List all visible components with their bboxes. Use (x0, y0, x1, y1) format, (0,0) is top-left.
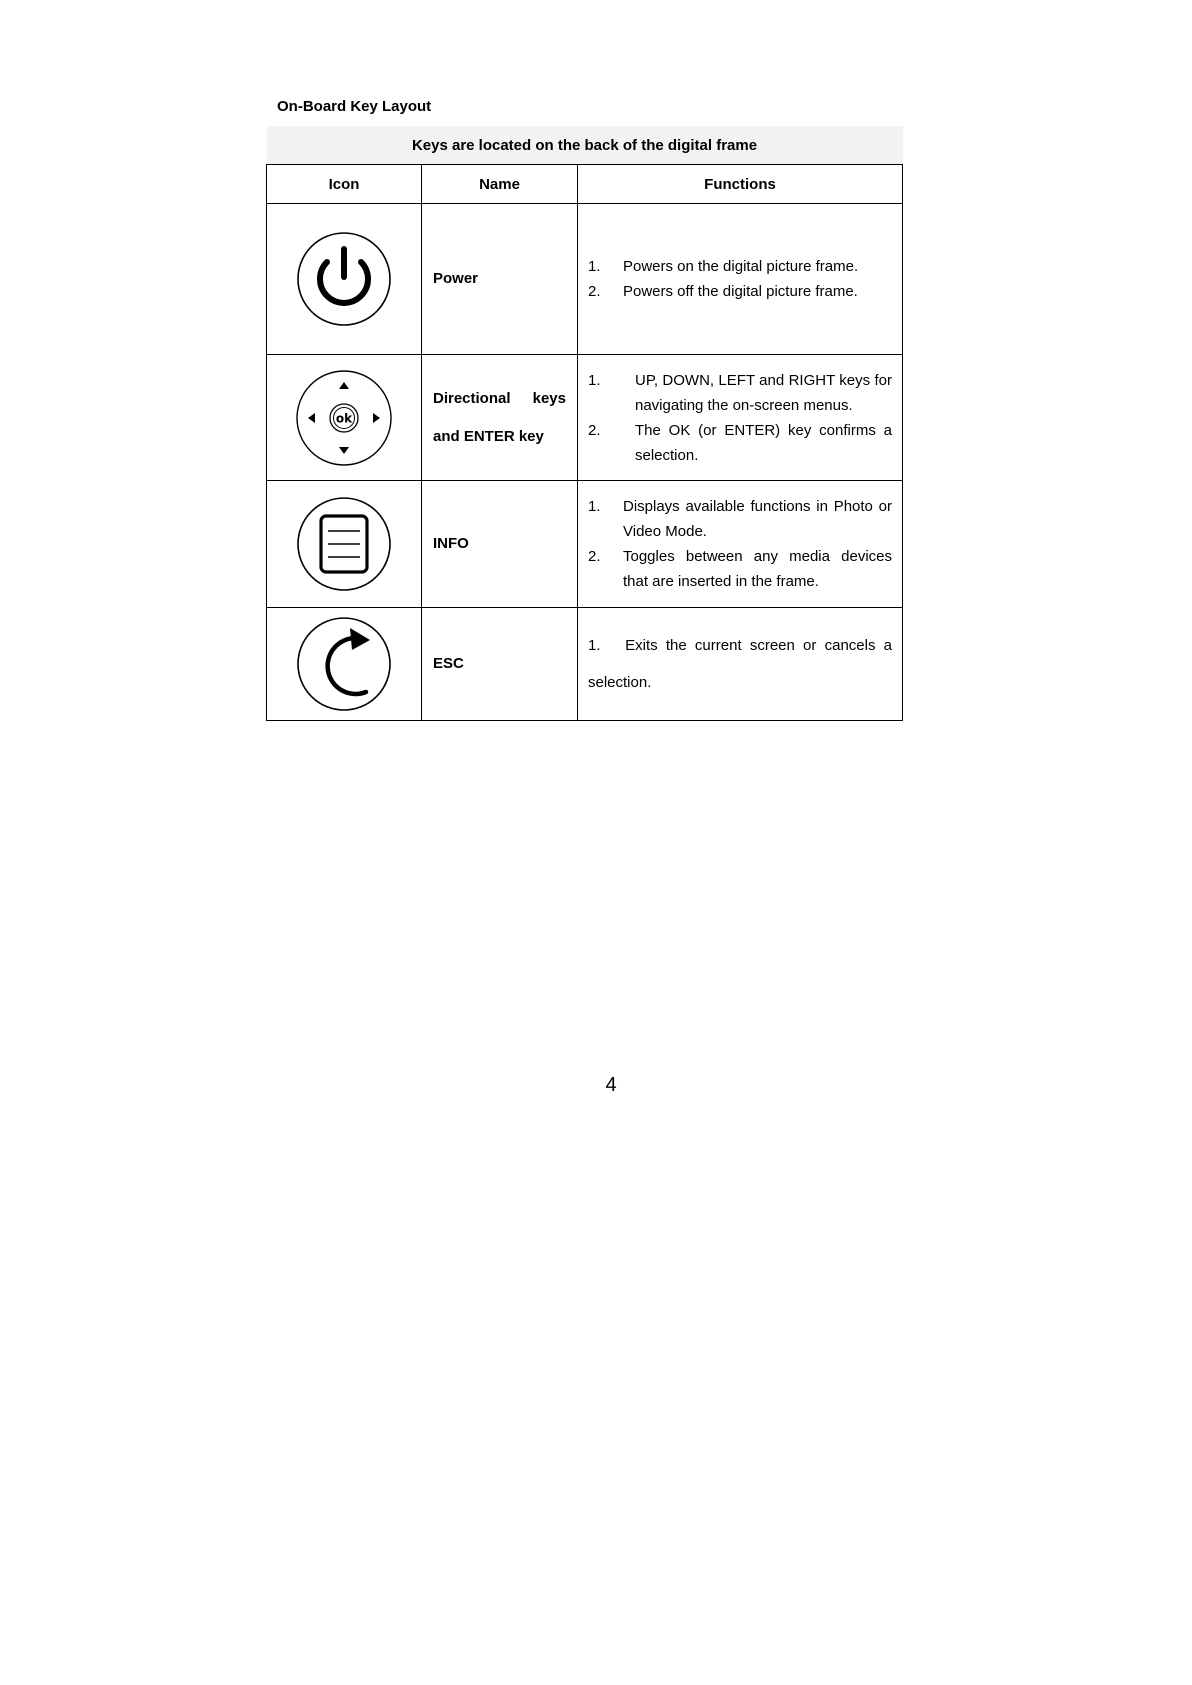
list-number: 2. (588, 421, 601, 439)
functions-list (588, 494, 892, 594)
list-number: 2. (588, 283, 601, 300)
list-text: Exits the current screen or cancels a selection. (588, 637, 893, 691)
table-row (267, 608, 903, 721)
list-item (588, 254, 892, 279)
table-caption: Keys are located on the back of the digital frame (267, 126, 903, 165)
list-number: 2. (588, 548, 601, 565)
list-item (588, 494, 892, 544)
functions-list (588, 368, 892, 468)
list-number: 1. (588, 371, 601, 389)
escape-arrow-icon (294, 614, 394, 714)
icon-cell (267, 204, 422, 355)
functions-cell (578, 481, 903, 608)
list-item (588, 368, 892, 418)
name-line-1 (433, 380, 566, 418)
list-number: 1. (588, 258, 601, 275)
functions-cell (578, 608, 903, 721)
icon-cell (267, 608, 422, 721)
header-icon: Icon (267, 165, 422, 204)
functions-list (588, 254, 892, 304)
list-item (588, 279, 892, 304)
name-line-2: and ENTER key (433, 427, 544, 445)
directional-pad-icon (294, 368, 394, 468)
esc-function-text (588, 627, 892, 701)
list-text: Displays available functions in Photo or Video Mode. (623, 498, 893, 540)
table-row (267, 481, 903, 608)
icon-cell (267, 481, 422, 608)
list-text: Powers off the digital picture frame. (623, 283, 858, 300)
list-text: The OK (or ENTER) key confirms a selection. (635, 421, 893, 464)
list-text: Powers on the digital picture frame. (623, 258, 859, 275)
list-number: 1. (588, 637, 601, 654)
name-word: keys (532, 389, 566, 407)
section-title: On-Board Key Layout (277, 98, 432, 115)
list-number: 1. (588, 498, 601, 515)
name-cell (422, 355, 578, 481)
functions-cell (578, 204, 903, 355)
table-row (267, 204, 903, 355)
info-document-icon (294, 494, 394, 594)
header-functions: Functions (578, 165, 903, 204)
table-row (267, 355, 903, 481)
table-caption-row (267, 126, 903, 165)
list-text: UP, DOWN, LEFT and RIGHT keys for navigating the on-screen menus. (635, 371, 893, 414)
page-number: 4 (605, 1074, 617, 1096)
functions-cell (578, 355, 903, 481)
table-header-row (267, 165, 903, 204)
list-item (588, 544, 892, 594)
name-word: Directional (433, 389, 511, 407)
name-cell: ESC (422, 608, 578, 721)
power-icon (294, 229, 394, 329)
list-text: Toggles between any media devices that are inserted in the frame. (623, 548, 893, 590)
list-item (588, 418, 892, 468)
ok-label: ok (335, 411, 353, 425)
key-layout-table (266, 126, 903, 721)
icon-cell (267, 355, 422, 481)
name-cell: INFO (422, 481, 578, 608)
header-name: Name (422, 165, 578, 204)
name-cell: Power (422, 204, 578, 355)
